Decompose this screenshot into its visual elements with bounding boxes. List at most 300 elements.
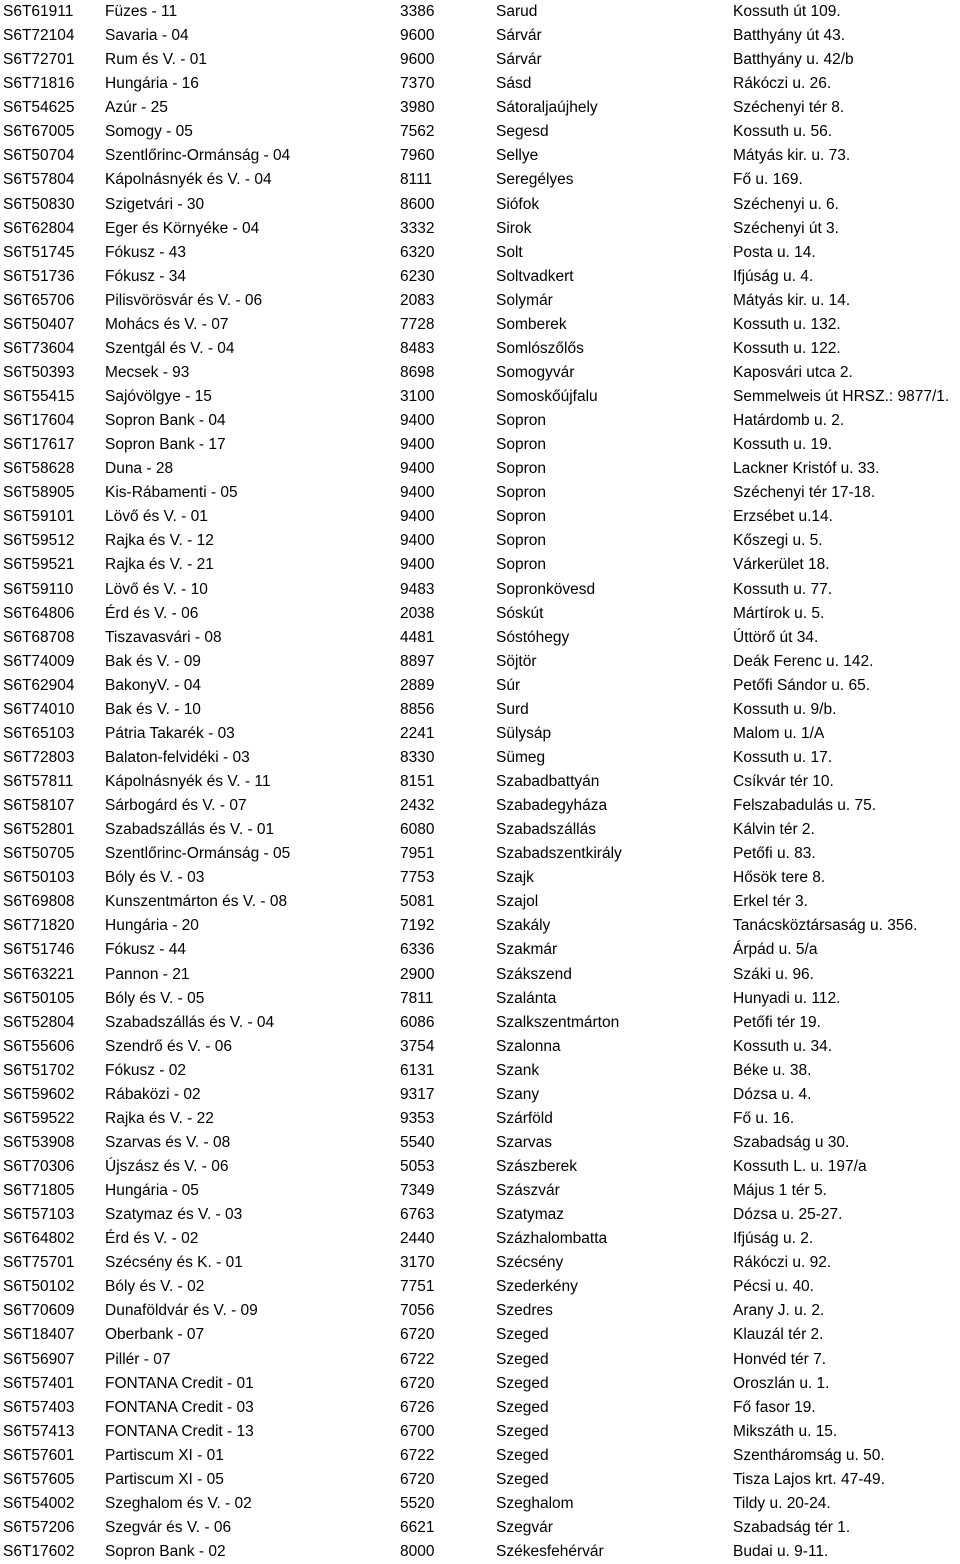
branch-code-cell: S6T57413 [3,1422,75,1440]
table-row [0,1516,960,1540]
city-cell: Seregélyes [496,171,574,189]
city-cell: Szalkszentmárton [496,1013,620,1031]
branch-code-cell: S6T50103 [3,869,75,887]
bank-name-cell: Bóly és V. - 05 [105,989,205,1007]
bank-name-cell: Savaria - 04 [105,27,189,45]
table-row [0,72,960,96]
table-row [0,914,960,938]
address-cell: Posta u. 14. [733,243,816,261]
branch-code-cell: S6T59101 [3,508,75,526]
bank-name-cell: Rajka és V. - 22 [105,1109,214,1127]
table-row [0,529,960,553]
address-cell: Hősök tere 8. [733,869,826,887]
postal-code-cell: 7951 [400,845,435,863]
city-cell: Sopron [496,508,546,526]
table-row [0,1011,960,1035]
bank-name-cell: Szigetvári - 30 [105,195,205,213]
city-cell: Szeged [496,1326,549,1344]
postal-code-cell: 7960 [400,147,435,165]
city-cell: Sülysáp [496,724,552,742]
address-cell: Pécsi u. 40. [733,1278,814,1296]
branch-code-cell: S6T57601 [3,1446,75,1464]
address-cell: Béke u. 38. [733,1061,812,1079]
bank-name-cell: Bak és V. - 09 [105,652,201,670]
postal-code-cell: 3386 [400,3,435,20]
postal-code-cell: 5520 [400,1494,435,1512]
address-cell: Mátyás kir. u. 73. [733,147,851,165]
address-cell: Kaposvári utca 2. [733,363,853,381]
bank-name-cell: Érd és V. - 06 [105,604,199,622]
address-cell: Kossuth u. 122. [733,339,841,357]
postal-code-cell: 6621 [400,1518,435,1536]
postal-code-cell: 9400 [400,532,435,550]
branch-code-cell: S6T51736 [3,267,75,285]
branch-code-cell: S6T58905 [3,484,75,502]
branch-code-cell: S6T56907 [3,1350,75,1368]
table-row [0,120,960,144]
postal-code-cell: 8111 [400,171,433,189]
bank-name-cell: Hungária - 05 [105,1182,199,1200]
city-cell: Siófok [496,195,540,213]
table-row [0,385,960,409]
address-cell: Kossuth u. 132. [733,315,841,333]
table-row [0,1035,960,1059]
city-cell: Szécsény [496,1254,564,1272]
branch-code-cell: S6T50705 [3,845,75,863]
city-cell: Szeged [496,1350,549,1368]
postal-code-cell: 8330 [400,748,435,766]
table-row [0,337,960,361]
address-cell: Tisza Lajos krt. 47-49. [733,1470,885,1488]
city-cell: Szeged [496,1398,549,1416]
table-row [0,866,960,890]
city-cell: Szedres [496,1302,553,1320]
bank-name-cell: Szeghalom és V. - 02 [105,1494,252,1512]
postal-code-cell: 8151 [400,773,435,790]
postal-code-cell: 5540 [400,1133,435,1151]
bank-name-cell: Duna - 28 [105,460,174,478]
branch-code-cell: S6T57811 [3,773,74,790]
table-row [0,433,960,457]
table-row [0,313,960,337]
bank-name-cell: Füzes - 11 [105,3,178,20]
branch-code-cell: S6T57804 [3,171,75,189]
table-row [0,1179,960,1203]
branch-code-cell: S6T63221 [3,965,75,983]
city-cell: Somogyvár [496,363,575,381]
bank-name-cell: Partiscum XI - 05 [105,1470,224,1488]
postal-code-cell: 8856 [400,700,435,718]
city-cell: Szabadegyháza [496,797,608,815]
table-row [0,770,960,794]
city-cell: Solymár [496,291,553,309]
address-cell: Dózsa u. 25-27. [733,1206,843,1224]
branch-code-cell: S6T59512 [3,532,75,550]
city-cell: Százhalombatta [496,1230,608,1248]
bank-name-cell: Sajóvölgye - 15 [105,388,212,405]
city-cell: Söjtör [496,652,537,670]
city-cell: Szakály [496,917,551,935]
branch-code-cell: S6T50393 [3,363,75,381]
bank-name-cell: FONTANA Credit - 13 [105,1422,254,1440]
address-cell: Petőfi tér 19. [733,1013,821,1031]
branch-code-cell: S6T72701 [3,51,75,69]
table-row [0,289,960,313]
table-row [0,1059,960,1083]
city-cell: Szárföld [496,1109,553,1127]
branch-code-cell: S6T75701 [3,1254,75,1272]
address-cell: Kőszegi u. 5. [733,532,823,550]
postal-code-cell: 9400 [400,556,435,574]
postal-code-cell: 6722 [400,1446,435,1464]
city-cell: Sopron [496,412,546,430]
postal-code-cell: 3980 [400,99,435,117]
city-cell: Szákszend [496,965,572,983]
address-cell: Semmelweis út HRSZ.: 9877/1. [733,388,950,405]
postal-code-cell: 9400 [400,484,435,502]
bank-name-cell: Pillér - 07 [105,1350,171,1368]
table-row [0,1275,960,1299]
table-row [0,1155,960,1179]
address-cell: Hunyadi u. 112. [733,989,841,1007]
city-cell: Súr [496,676,521,694]
branch-code-cell: S6T54625 [3,99,75,117]
postal-code-cell: 7562 [400,123,435,141]
branch-code-cell: S6T50102 [3,1278,75,1296]
postal-code-cell: 6336 [400,941,435,959]
postal-code-cell: 8483 [400,339,435,357]
address-cell: Határdomb u. 2. [733,412,845,430]
postal-code-cell: 2432 [400,797,435,815]
table-row [0,794,960,818]
city-cell: Szeged [496,1446,549,1464]
table-row [0,409,960,433]
bank-name-cell: Szentlőrinc-Ormánság - 04 [105,147,291,165]
branch-code-cell: S6T69808 [3,893,75,911]
postal-code-cell: 7056 [400,1302,435,1320]
table-row [0,1444,960,1468]
table-row [0,481,960,505]
table-row [0,1299,960,1323]
branch-code-cell: S6T65103 [3,724,75,742]
bank-name-cell: Lövő és V. - 10 [105,580,208,598]
address-cell: Kossuth út 109. [733,3,841,20]
address-cell: Petőfi u. 83. [733,845,816,863]
branch-code-cell: S6T17602 [3,1543,75,1560]
bank-name-cell: Fókusz - 44 [105,941,186,959]
branch-code-cell: S6T73604 [3,339,75,357]
bank-name-cell: Szendrő és V. - 06 [105,1037,232,1055]
branch-code-cell: S6T68708 [3,628,75,646]
postal-code-cell: 7728 [400,315,435,333]
table-row [0,1083,960,1107]
table-row [0,96,960,120]
city-cell: Sárvár [496,51,542,69]
branch-code-cell: S6T71816 [3,75,75,93]
postal-code-cell: 8698 [400,363,435,381]
table-row [0,168,960,192]
address-cell: Kossuth u. 19. [733,436,833,454]
table-row [0,842,960,866]
postal-code-cell: 6720 [400,1470,435,1488]
postal-code-cell: 6700 [400,1422,435,1440]
address-cell: Batthyány út 43. [733,27,846,45]
city-cell: Szabadszentkirály [496,845,622,863]
table-row [0,241,960,265]
address-cell: Deák Ferenc u. 142. [733,652,874,670]
postal-code-cell: 9483 [400,580,435,598]
city-cell: Sóskút [496,604,544,622]
bank-name-cell: Kunszentmárton és V. - 08 [105,893,288,911]
bank-name-cell: Pilisvörösvár és V. - 06 [105,291,263,309]
address-cell: Mátyás kir. u. 14. [733,291,851,309]
table-row [0,1492,960,1516]
address-cell: Rákóczi u. 26. [733,75,832,93]
branch-code-cell: S6T51702 [3,1061,75,1079]
city-cell: Somlószőlős [496,339,584,357]
branch-code-cell: S6T57401 [3,1374,75,1392]
table-row [0,746,960,770]
branch-code-cell: S6T50830 [3,195,75,213]
address-cell: Széchenyi tér 8. [733,99,845,117]
address-cell: Oroszlán u. 1. [733,1374,830,1392]
postal-code-cell: 5081 [400,893,435,911]
bank-name-cell: Hungária - 20 [105,917,199,935]
branch-code-cell: S6T57605 [3,1470,75,1488]
postal-code-cell: 3332 [400,219,435,237]
city-cell: Szany [496,1085,540,1103]
branch-code-cell: S6T62904 [3,676,75,694]
city-cell: Szarvas [496,1133,552,1151]
branch-code-cell: S6T62804 [3,219,75,237]
branch-code-cell: S6T65706 [3,291,75,309]
table-row [0,650,960,674]
bank-name-cell: Érd és V. - 02 [105,1230,199,1248]
branch-code-cell: S6T50704 [3,147,75,165]
branch-code-cell: S6T59521 [3,556,75,574]
bank-name-cell: Tiszavasvári - 08 [105,628,222,646]
branch-code-cell: S6T52801 [3,821,75,839]
postal-code-cell: 3170 [400,1254,435,1272]
bank-name-cell: Szatymaz és V. - 03 [105,1206,243,1224]
table-row [0,1348,960,1372]
postal-code-cell: 8897 [400,652,435,670]
branch-code-cell: S6T70609 [3,1302,75,1320]
address-cell: Malom u. 1/A [733,724,825,742]
address-cell: Batthyány u. 42/b [733,51,854,69]
branch-code-cell: S6T50407 [3,315,75,333]
city-cell: Sopron [496,436,546,454]
city-cell: Szászvár [496,1182,560,1200]
address-cell: Honvéd tér 7. [733,1350,827,1368]
postal-code-cell: 6080 [400,821,435,839]
address-cell: Erzsébet u.14. [733,508,833,526]
bank-name-cell: Fókusz - 43 [105,243,186,261]
bank-name-cell: Rum és V. - 01 [105,51,207,69]
bank-name-cell: Bóly és V. - 03 [105,869,205,887]
table-row [0,963,960,987]
table-row [0,938,960,962]
bank-name-cell: Szécsény és K. - 01 [105,1254,243,1272]
bank-name-cell: Oberbank - 07 [105,1326,205,1344]
bank-name-cell: Újszász és V. - 06 [105,1158,229,1175]
postal-code-cell: 9400 [400,436,435,454]
table-row [0,217,960,241]
city-cell: Szeged [496,1422,549,1440]
address-cell: Kálvin tér 2. [733,821,815,839]
postal-code-cell: 2440 [400,1230,435,1248]
branch-code-cell: S6T64806 [3,604,75,622]
city-cell: Somoskőújfalu [496,388,598,405]
table-row [0,24,960,48]
address-cell: Ifjúság u. 4. [733,267,814,285]
table-row [0,1468,960,1492]
bank-name-cell: Rajka és V. - 21 [105,556,214,574]
branch-code-cell: S6T71805 [3,1182,75,1200]
city-cell: Sopronkövesd [496,580,596,598]
postal-code-cell: 7349 [400,1182,435,1200]
address-cell: Kossuth u. 77. [733,580,833,598]
branch-code-cell: S6T18407 [3,1326,75,1344]
postal-code-cell: 5053 [400,1158,435,1175]
address-cell: Május 1 tér 5. [733,1182,827,1200]
bank-name-cell: Eger és Környéke - 04 [105,219,260,237]
table-row [0,457,960,481]
city-cell: Solt [496,243,523,261]
postal-code-cell: 3100 [400,388,435,405]
city-cell: Segesd [496,123,549,141]
city-cell: Szakmár [496,941,558,959]
city-cell: Szászberek [496,1158,577,1175]
address-cell: Fő u. 169. [733,171,803,189]
postal-code-cell: 7192 [400,917,435,935]
address-cell: Kossuth u. 17. [733,748,833,766]
address-cell: Tanácsköztársaság u. 356. [733,917,918,935]
table-row [0,553,960,577]
branch-code-cell: S6T64802 [3,1230,75,1248]
bank-name-cell: Bak és V. - 10 [105,700,201,718]
city-cell: Sopron [496,460,546,478]
address-cell: Tildy u. 20-24. [733,1494,831,1512]
city-cell: Sárvár [496,27,542,45]
address-cell: Budai u. 9-11. [733,1543,829,1560]
address-cell: Dózsa u. 4. [733,1085,812,1103]
postal-code-cell: 6086 [400,1013,435,1031]
address-cell: Széchenyi út 3. [733,219,839,237]
bank-name-cell: Szabadszállás és V. - 04 [105,1013,275,1031]
table-row [0,144,960,168]
bank-name-cell: Szentlőrinc-Ormánság - 05 [105,845,291,863]
city-cell: Szatymaz [496,1206,565,1224]
table-row [0,890,960,914]
city-cell: Szalonna [496,1037,561,1055]
postal-code-cell: 3754 [400,1037,435,1055]
address-cell: Arany J. u. 2. [733,1302,825,1320]
city-cell: Sellye [496,147,539,165]
address-cell: Úttörő út 34. [733,628,819,646]
address-cell: Árpád u. 5/a [733,941,818,959]
branch-code-cell: S6T55606 [3,1037,75,1055]
branch-code-cell: S6T72803 [3,748,75,766]
table-row [0,987,960,1011]
bank-name-cell: FONTANA Credit - 03 [105,1398,254,1416]
table-row [0,193,960,217]
branch-code-cell: S6T51746 [3,941,75,959]
city-cell: Sümeg [496,748,546,766]
city-cell: Somberek [496,315,567,333]
table-row [0,1540,960,1564]
address-cell: Erkel tér 3. [733,893,808,911]
branch-code-cell: S6T57103 [3,1206,75,1224]
address-cell: Kossuth u. 56. [733,123,833,141]
branch-code-cell: S6T74009 [3,652,75,670]
bank-name-cell: Mecsek - 93 [105,363,190,381]
address-cell: Széchenyi u. 6. [733,195,839,213]
table-row [0,1323,960,1347]
city-cell: Szeghalom [496,1494,574,1512]
postal-code-cell: 6722 [400,1350,435,1368]
postal-code-cell: 2900 [400,965,435,983]
bank-name-cell: Rábaközi - 02 [105,1085,201,1103]
table-row [0,698,960,722]
city-cell: Szank [496,1061,540,1079]
city-cell: Sopron [496,532,546,550]
branch-code-cell: S6T74010 [3,700,75,718]
table-row [0,265,960,289]
bank-name-cell: Partiscum XI - 01 [105,1446,224,1464]
branch-code-cell: S6T59110 [3,580,74,598]
postal-code-cell: 2889 [400,676,435,694]
postal-code-cell: 2038 [400,604,435,622]
postal-code-cell: 6720 [400,1374,435,1392]
address-cell: Lackner Kristóf u. 33. [733,460,880,478]
postal-code-cell: 9353 [400,1109,435,1127]
address-cell: Széchenyi tér 17-18. [733,484,876,502]
branch-code-cell: S6T58628 [3,460,75,478]
table-row [0,1420,960,1444]
address-cell: Kossuth u. 9/b. [733,700,837,718]
branch-code-cell: S6T54002 [3,1494,75,1512]
bank-name-cell: Fókusz - 02 [105,1061,186,1079]
branch-code-cell: S6T71820 [3,917,75,935]
bank-name-cell: Bóly és V. - 02 [105,1278,205,1296]
city-cell: Sopron [496,556,546,574]
branch-code-cell: S6T70306 [3,1158,75,1175]
postal-code-cell: 7811 [400,989,434,1007]
city-cell: Szeged [496,1470,549,1488]
table-row [0,361,960,385]
address-cell: Felszabadulás u. 75. [733,797,877,815]
branch-code-cell: S6T52804 [3,1013,75,1031]
branch-code-cell: S6T72104 [3,27,75,45]
bank-name-cell: Hungária - 16 [105,75,199,93]
bank-name-cell: Balaton-felvidéki - 03 [105,748,250,766]
bank-name-cell: Szentgál és V. - 04 [105,339,235,357]
city-cell: Szalánta [496,989,557,1007]
city-cell: Sátoraljaújhely [496,99,598,117]
address-cell: Mártírok u. 5. [733,604,825,622]
branch-code-cell: S6T53908 [3,1133,75,1151]
table-row [0,602,960,626]
table-row [0,1372,960,1396]
postal-code-cell: 7753 [400,869,435,887]
postal-code-cell: 9600 [400,51,435,69]
postal-code-cell: 8600 [400,195,435,213]
table-row [0,1131,960,1155]
address-cell: Száki u. 96. [733,965,814,983]
branch-code-cell: S6T59522 [3,1109,75,1127]
bank-name-cell: Szabadszállás és V. - 01 [105,821,275,839]
